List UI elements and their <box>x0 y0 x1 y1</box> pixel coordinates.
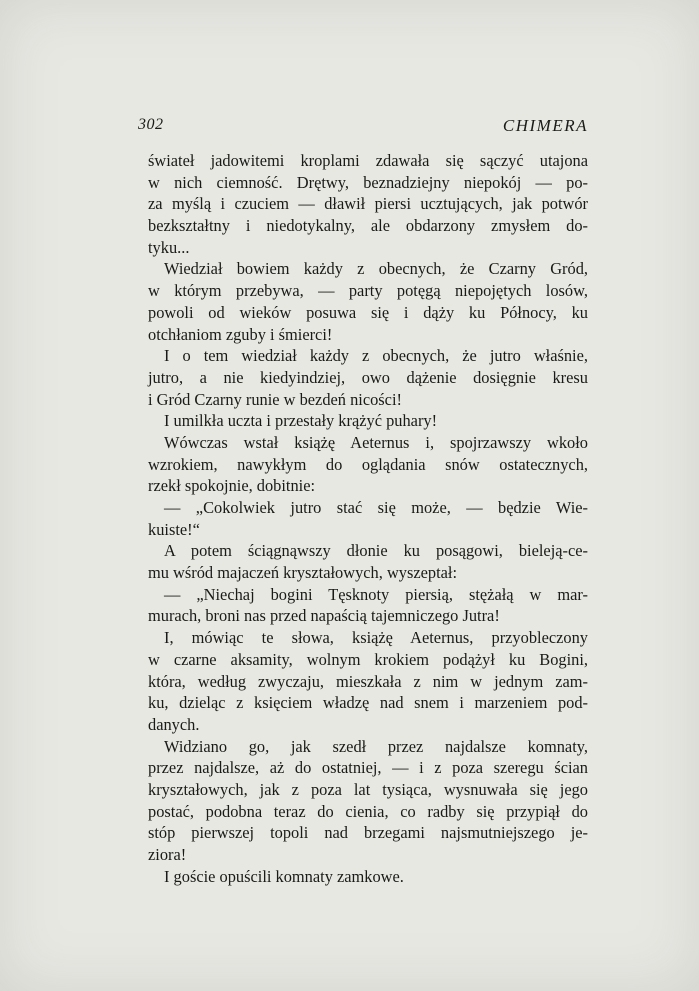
text-line: kuiste!“ <box>148 519 200 539</box>
text-line: świateł jadowitemi kroplami zdawała się sączyć utajona <box>148 151 588 170</box>
page-header <box>138 116 588 140</box>
text-line: stóp pierwszej topoli nad brzegami najsmutniejszego je- <box>148 823 588 843</box>
text-line: w którym przebywa, — party potęgą niepojętych losów, <box>148 281 588 301</box>
text-line: otchłaniom zguby i śmierci! <box>148 324 333 344</box>
page-number: 302 <box>138 116 164 133</box>
text-line: w czarne aksamity, wolnym krokiem podążył ku Bogini, <box>148 649 588 669</box>
text-line: I o tem wiedział każdy z obecnych, że jutro właśnie, <box>164 346 588 366</box>
text-line: przez najdalsze, aż do ostatniej, — i z poza szeregu ścian <box>148 758 588 778</box>
text-line: danych. <box>148 714 200 734</box>
text-line: murach, broni nas przed napaścią tajemniczego Jutra! <box>148 606 500 626</box>
text-line: I umilkła uczta i przestały krążyć puhary! <box>164 411 438 431</box>
running-title: CHIMERA <box>502 116 588 135</box>
body-text <box>148 150 588 887</box>
text-line: rzekł spokojnie, dobitnie: <box>148 476 316 496</box>
text-line: A potem ściągnąwszy dłonie ku posągowi, bieleją-ce- <box>164 541 588 561</box>
text-line: ziora! <box>148 845 187 864</box>
text-line: I goście opuścili komnaty zamkowe. <box>164 866 404 886</box>
text-line: w nich ciemność. Drętwy, beznadziejny niepokój — po- <box>148 172 588 192</box>
text-line: Widziano go, jak szedł przez najdalsze komnaty, <box>164 736 588 756</box>
text-line: jutro, a nie kiedyindziej, owo dążenie dosięgnie kresu <box>148 367 588 387</box>
text-line: bezkształtny i niedotykalny, ale obdarzony zmysłem do- <box>148 216 588 236</box>
text-line: ku, dzieląc z księciem władzę nad snem i marzeniem pod- <box>148 693 588 713</box>
text-line: Wiedział bowiem każdy z obecnych, że Czarny Gród, <box>164 259 588 279</box>
text-line: kryształowych, jak z poza lat tysiąca, wysnuwała się jego <box>148 779 588 799</box>
text-line: — „Cokolwiek jutro stać się może, — będzie Wie- <box>164 498 588 517</box>
text-line: powoli od wieków posuwa się i dąży ku Północy, ku <box>148 302 588 322</box>
text-line: która, według zwyczaju, mieszkała z nim w jednym zam- <box>148 671 588 691</box>
text-line: za myślą i czuciem — dławił piersi ucztujących, jak potwór <box>148 194 588 214</box>
text-line: mu wśród majaczeń kryształowych, wyszeptał: <box>148 563 458 583</box>
text-line: — „Niechaj bogini Tęsknoty piersią, stężałą w mar- <box>164 584 588 604</box>
text-line: i Gród Czarny runie w bezdeń nicości! <box>148 389 402 409</box>
text-line: tyku... <box>148 237 190 257</box>
text-line: I, mówiąc te słowa, książę Aeternus, przyobleczony <box>164 628 588 648</box>
text-line: wzrokiem, nawykłym do oglądania snów ostatecznych, <box>148 454 588 474</box>
text-line: postać, podobna teraz do cienia, co radby się przypiął do <box>148 801 588 821</box>
text-line: Wówczas wstał książę Aeternus i, spojrzawszy wkoło <box>164 432 588 452</box>
